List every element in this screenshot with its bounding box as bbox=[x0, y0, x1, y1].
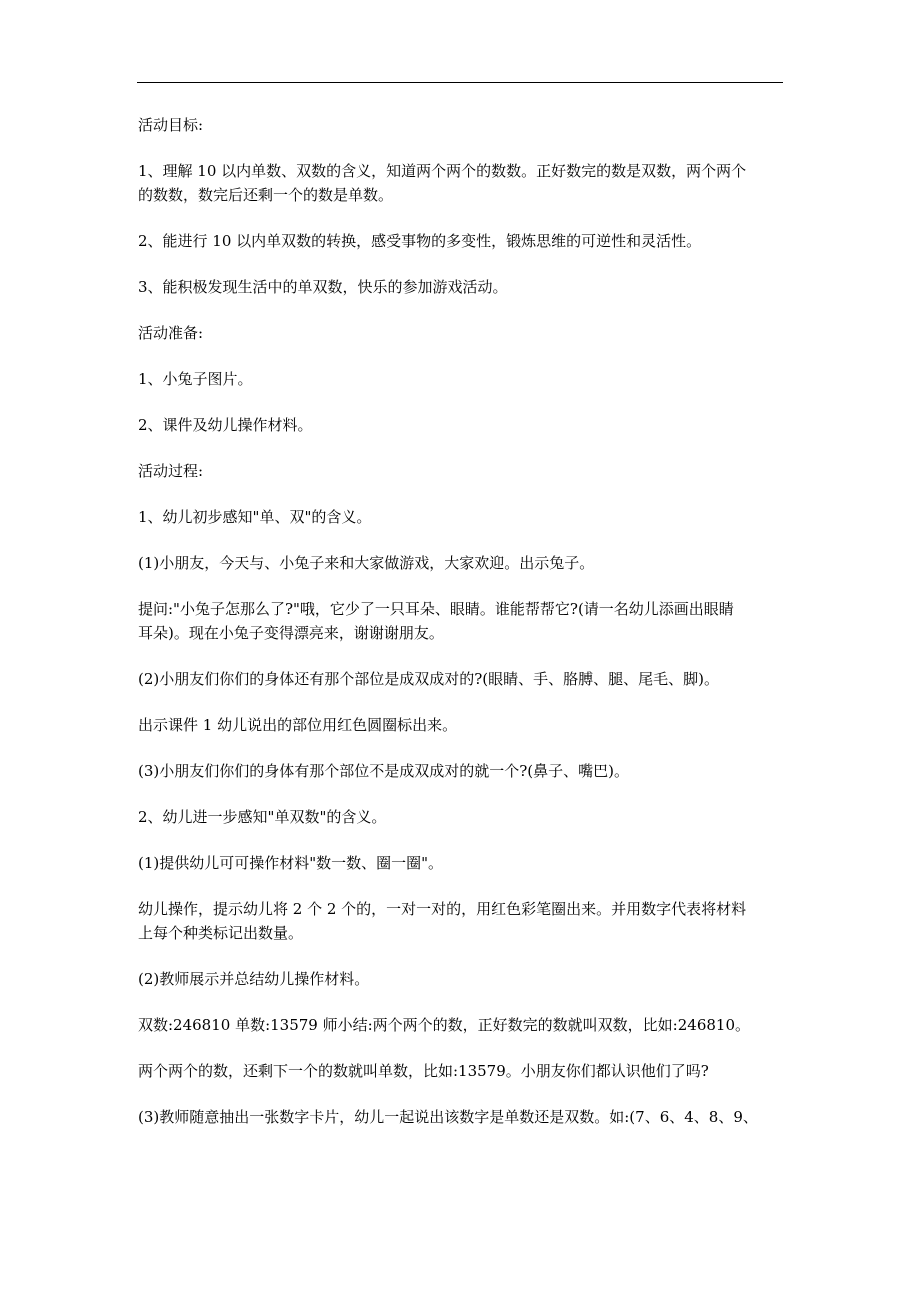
document-body bbox=[138, 113, 798, 1151]
goal-item-1: 1、理解 10 以内单数、双数的含义，知道两个两个的数数。正好数完的数是双数，两个两个 的数数，数完后还剩一个的数是单数。 bbox=[138, 162, 747, 204]
process-step-2-2: (2)教师展示并总结幼儿操作材料。 bbox=[138, 970, 370, 988]
process-question: 提问:"小兔子怎那么了?"哦，它少了一只耳朵、眼睛。谁能帮帮它?(请一名幼儿添画出眼睛 耳朵)。现在小兔子变得漂亮来，谢谢谢朋友。 bbox=[138, 600, 734, 642]
process-courseware-note: 出示课件 1 幼儿说出的部位用红色圆圈标出来。 bbox=[138, 716, 458, 734]
process-summary-even: 双数:246810 单数:13579 师小结:两个两个的数，正好数完的数就叫双数，比如:246810。 bbox=[138, 1016, 750, 1034]
heading-activity-process: 活动过程: bbox=[138, 462, 204, 480]
preparation-item-2: 2、课件及幼儿操作材料。 bbox=[138, 416, 313, 434]
process-step-2-3: (3)教师随意抽出一张数字卡片，幼儿一起说出该数字是单数还是双数。如:(7、6、4、8、9、 bbox=[138, 1108, 758, 1126]
process-step-1-2: (2)小朋友们你们的身体还有那个部位是成双成对的?(眼睛、手、胳膊、腿、尾毛、脚)。 bbox=[138, 670, 719, 688]
process-step-1-3: (3)小朋友们你们的身体有那个部位不是成双成对的就一个?(鼻子、嘴巴)。 bbox=[138, 762, 629, 780]
preparation-item-1: 1、小兔子图片。 bbox=[138, 370, 253, 388]
process-step-2: 2、幼儿进一步感知"单双数"的含义。 bbox=[138, 808, 387, 826]
goal-item-3: 3、能积极发现生活中的单双数，快乐的参加游戏活动。 bbox=[138, 278, 508, 296]
heading-activity-preparation: 活动准备: bbox=[138, 324, 204, 342]
process-step-2-1: (1)提供幼儿可可操作材料"数一数、圈一圈"。 bbox=[138, 854, 444, 872]
goal-item-2: 2、能进行 10 以内单双数的转换，感受事物的多变性，锻炼思维的可逆性和灵活性。 bbox=[138, 232, 702, 250]
process-child-operation: 幼儿操作，提示幼儿将 2 个 2 个的，一对一对的，用红色彩笔圈出来。并用数字代表将材料 上每个种类标记出数量。 bbox=[138, 900, 747, 942]
process-summary-odd: 两个两个的数，还剩下一个的数就叫单数，比如:13579。小朋友你们都认识他们了吗? bbox=[138, 1062, 709, 1080]
header-rule bbox=[137, 82, 783, 83]
process-step-1-1: (1)小朋友，今天与、小兔子来和大家做游戏，大家欢迎。出示兔子。 bbox=[138, 554, 595, 572]
process-step-1: 1、幼儿初步感知"单、双"的含义。 bbox=[138, 508, 372, 526]
heading-activity-goals: 活动目标: bbox=[138, 116, 204, 134]
